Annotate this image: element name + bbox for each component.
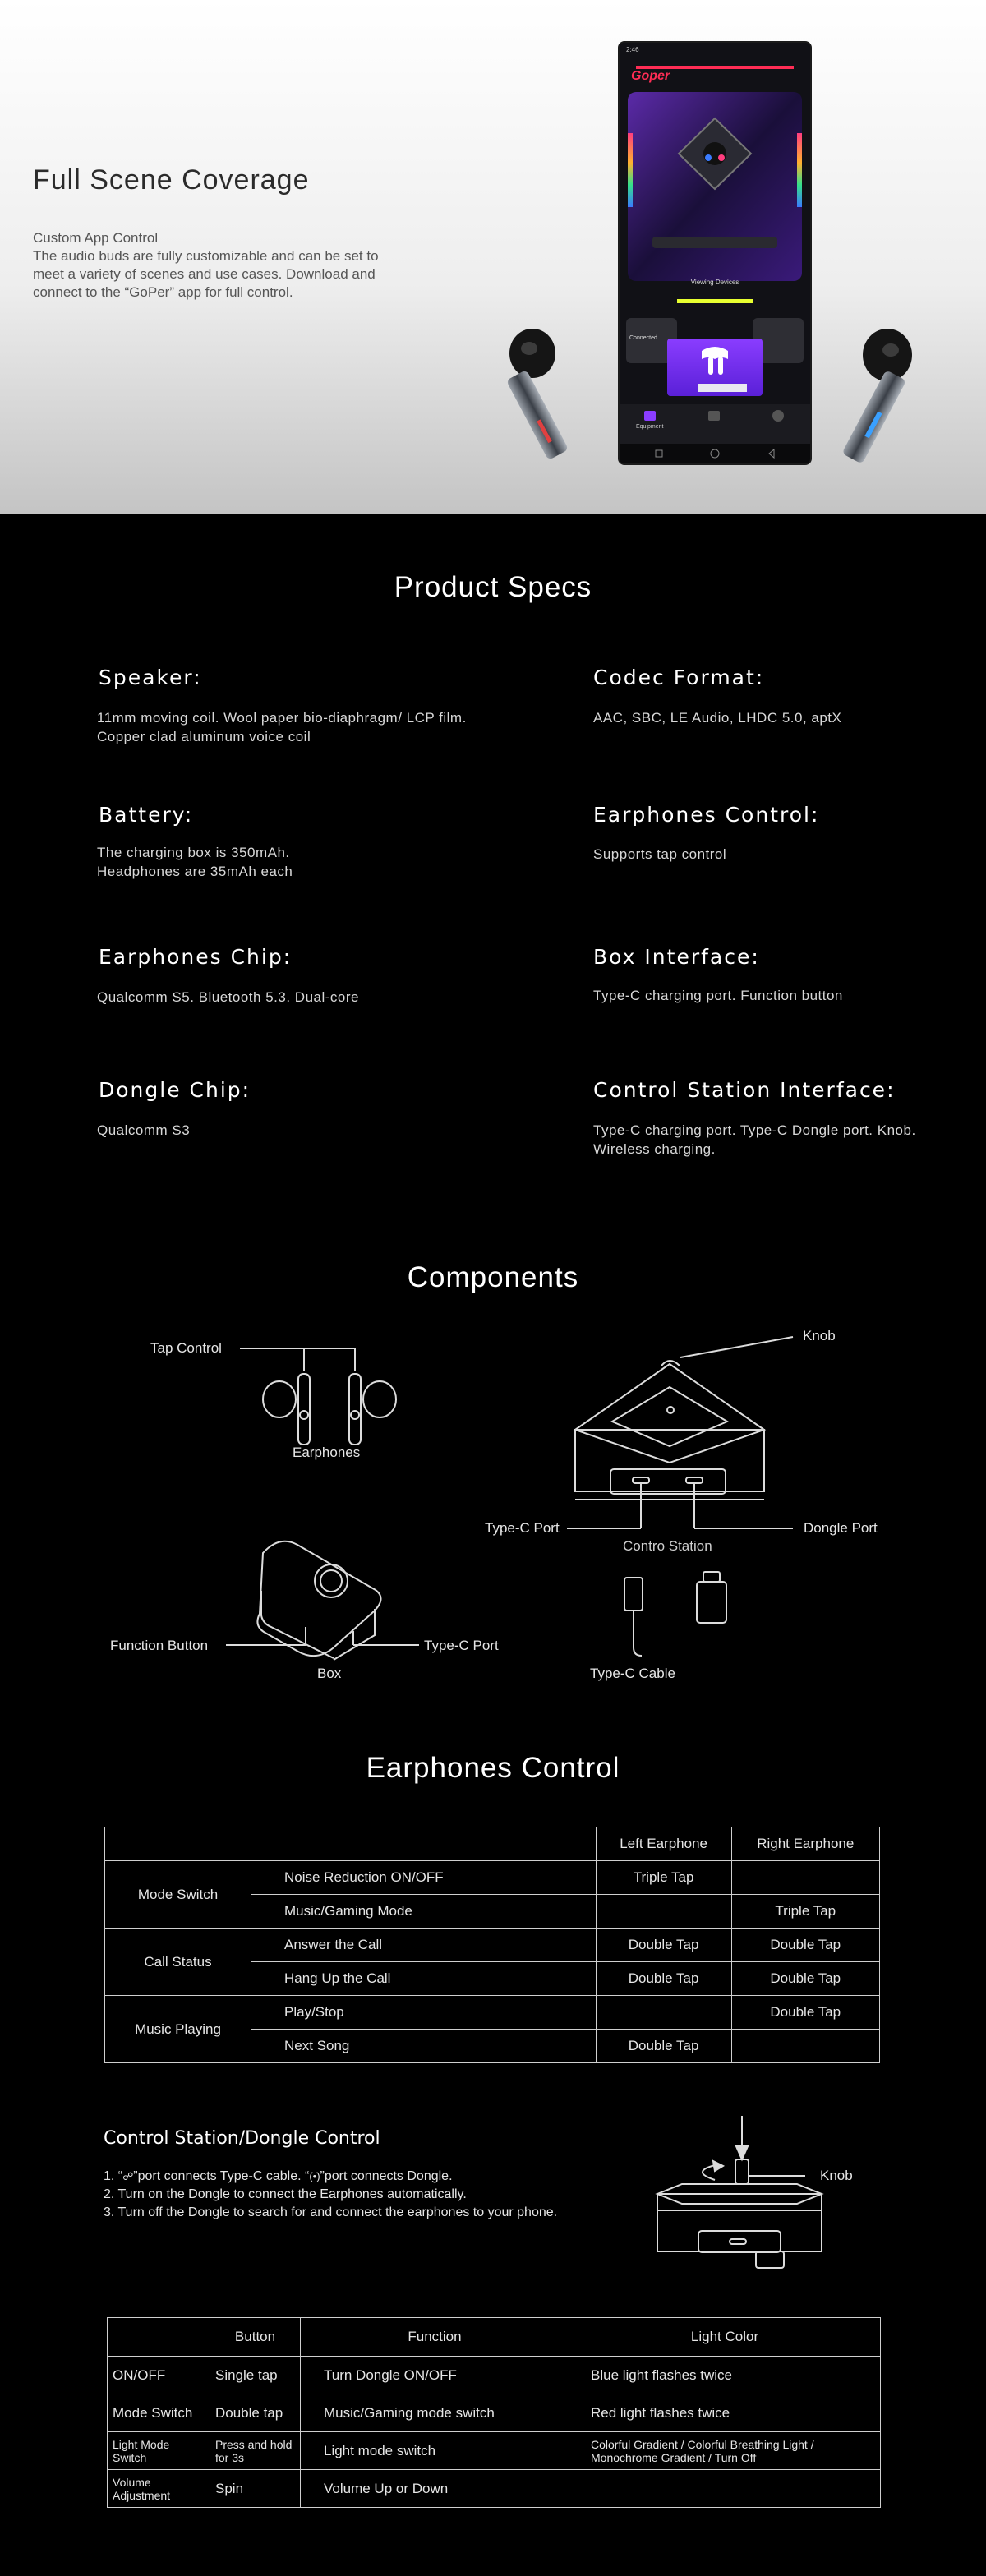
header-light-color: Light Color: [569, 2318, 881, 2357]
spec-dongle-chip-heading: Dongle Chip:: [99, 1078, 251, 1102]
row-name: ON/OFF: [108, 2357, 210, 2394]
table-row: [105, 1996, 880, 2030]
dongle-port-icon: (•): [309, 2170, 320, 2182]
action-cell: Hang Up the Call: [251, 1962, 597, 1996]
right-cell: [731, 1861, 879, 1895]
spec-box-interface-heading: Box Interface:: [593, 945, 760, 969]
spec-dongle-chip-value: Qualcomm S3: [97, 1122, 191, 1138]
earphones-control-title: Earphones Control: [366, 1752, 620, 1784]
action-cell: Next Song: [251, 2030, 597, 2063]
spec-codec-value: AAC, SBC, LE Audio, LHDC 5.0, aptX: [593, 710, 842, 726]
step-1-suffix: ”port connects Dongle.: [320, 2169, 453, 2183]
row-button: Press and hold for 3s: [210, 2432, 301, 2470]
components-diagram: [0, 1306, 986, 1693]
table-row: [108, 2432, 881, 2470]
hero-description: The audio buds are fully customizable and can be set to meet a variety of scenes and use cases. Download and connect to the “GoPer” app for full control.: [33, 248, 379, 300]
row-function: Turn Dongle ON/OFF: [301, 2357, 569, 2394]
table-row: [105, 1929, 880, 1962]
station-step-1: [104, 2169, 453, 2184]
right-cell: Double Tap: [731, 1929, 879, 1962]
station-control-table: [107, 2317, 881, 2508]
group-music-playing: Music Playing: [105, 1996, 251, 2063]
left-cell: [596, 1996, 731, 2030]
row-name: Volume Adjustment: [108, 2470, 210, 2508]
components-title: Components: [407, 1261, 579, 1293]
row-function: Volume Up or Down: [301, 2470, 569, 2508]
action-cell: Answer the Call: [251, 1929, 597, 1962]
spec-battery-heading: Battery:: [99, 803, 194, 827]
left-cell: Double Tap: [596, 1962, 731, 1996]
phone-mockup: [620, 43, 810, 463]
spec-speaker-heading: Speaker:: [99, 666, 202, 689]
label-contro-station: Contro Station: [623, 1538, 712, 1554]
usb-port-icon: ☍: [122, 2170, 134, 2182]
station-step-2: 2. Turn on the Dongle to connect the Earphones automatically.: [104, 2187, 467, 2201]
specs-title: Product Specs: [394, 571, 592, 603]
label-type-c-cable: Type-C Cable: [590, 1666, 675, 1681]
header-empty-cell: [105, 1827, 597, 1861]
hero-subtitle: Custom App Control: [33, 230, 159, 246]
left-cell: Double Tap: [596, 1929, 731, 1962]
header-button: Button: [210, 2318, 301, 2357]
spec-speaker-value: 11mm moving coil. Wool paper bio-diaphragm/ LCP film. Copper clad aluminum voice coil: [97, 710, 467, 744]
right-cell: Triple Tap: [731, 1895, 879, 1929]
step-1-middle: ”port connects Type-C cable. “: [133, 2169, 310, 2183]
label-tap-control: Tap Control: [150, 1340, 222, 1356]
left-cell: Triple Tap: [596, 1861, 731, 1895]
header-empty-cell: [108, 2318, 210, 2357]
label-dongle-port: Dongle Port: [804, 1520, 878, 1536]
station-knob-label: Knob: [820, 2168, 853, 2183]
right-cell: Double Tap: [731, 1996, 879, 2030]
header-right-earphone: Right Earphone: [731, 1827, 879, 1861]
hero-title: Full Scene Coverage: [33, 164, 310, 196]
group-mode-switch: Mode Switch: [105, 1861, 251, 1929]
earphones-control-table: [104, 1827, 880, 2063]
table-header-row: [105, 1827, 880, 1861]
hero-section: [0, 0, 986, 514]
station-control-title: Control Station/Dongle Control: [104, 2128, 380, 2149]
phone-app-screen: [620, 43, 810, 463]
spec-codec-heading: Codec Format:: [593, 666, 765, 689]
table-row: [105, 1861, 880, 1895]
station-knob-illustration: [649, 2112, 863, 2301]
label-type-c-port-box: Type-C Port: [424, 1638, 499, 1653]
right-cell: Double Tap: [731, 1962, 879, 1996]
phone-connected-label: Connected: [629, 335, 657, 341]
row-light: Colorful Gradient / Colorful Breathing Light / Monochrome Gradient / Turn Off: [569, 2432, 881, 2470]
table-row: [108, 2470, 881, 2508]
row-name: Mode Switch: [108, 2394, 210, 2432]
table-header-row: [108, 2318, 881, 2357]
header-left-earphone: Left Earphone: [596, 1827, 731, 1861]
row-light: Blue light flashes twice: [569, 2357, 881, 2394]
group-call-status: Call Status: [105, 1929, 251, 1996]
row-button: Single tap: [210, 2357, 301, 2394]
action-cell: Play/Stop: [251, 1996, 597, 2030]
spec-box-interface-value: Type-C charging port. Function button: [593, 988, 843, 1003]
row-button: Double tap: [210, 2394, 301, 2432]
charging-box-illustration: [226, 1541, 419, 1660]
row-light: [569, 2470, 881, 2508]
step-1-prefix: 1. “: [104, 2169, 123, 2183]
action-cell: Noise Reduction ON/OFF: [251, 1861, 597, 1895]
phone-status-time: 2:46: [626, 46, 639, 53]
phone-viewing-devices-button[interactable]: Viewing Devices: [690, 279, 740, 286]
left-cell: Double Tap: [596, 2030, 731, 2063]
label-type-c-port-station: Type-C Port: [485, 1520, 560, 1536]
row-function: Light mode switch: [301, 2432, 569, 2470]
spec-earphones-control-value: Supports tap control: [593, 846, 727, 862]
row-function: Music/Gaming mode switch: [301, 2394, 569, 2432]
spec-chip-value: Qualcomm S5. Bluetooth 5.3. Dual-core: [97, 989, 359, 1005]
phone-tab-equipment[interactable]: Equipment: [636, 424, 664, 430]
header-function: Function: [301, 2318, 569, 2357]
label-earphones: Earphones: [293, 1445, 361, 1460]
action-cell: Music/Gaming Mode: [251, 1895, 597, 1929]
left-cell: [596, 1895, 731, 1929]
table-row: [108, 2357, 881, 2394]
right-earbud-image: [822, 320, 945, 485]
earphones-illustration: [240, 1348, 396, 1445]
spec-earphones-control-heading: Earphones Control:: [593, 803, 820, 827]
station-step-3: 3. Turn off the Dongle to search for and connect the earphones to your phone.: [104, 2205, 558, 2219]
row-button: Spin: [210, 2470, 301, 2508]
spec-chip-heading: Earphones Chip:: [99, 945, 293, 969]
left-earbud-image: [493, 320, 592, 485]
row-name: Light Mode Switch: [108, 2432, 210, 2470]
spec-battery-value-2: Headphones are 35mAh each: [97, 864, 293, 879]
type-c-cable-illustration: [624, 1572, 726, 1656]
spec-battery-value: The charging box is 350mAh.: [97, 845, 290, 860]
label-function-button: Function Button: [110, 1638, 209, 1653]
phone-app-logo: Goper: [631, 69, 670, 83]
control-station-illustration: [567, 1337, 793, 1528]
row-light: Red light flashes twice: [569, 2394, 881, 2432]
right-cell: [731, 2030, 879, 2063]
table-row: [108, 2394, 881, 2432]
label-knob: Knob: [803, 1328, 836, 1343]
label-box: Box: [317, 1666, 342, 1681]
spec-station-interface-value: Type-C charging port. Type-C Dongle port. Knob. Wireless charging.: [593, 1122, 916, 1157]
spec-station-interface-heading: Control Station Interface:: [593, 1078, 896, 1102]
